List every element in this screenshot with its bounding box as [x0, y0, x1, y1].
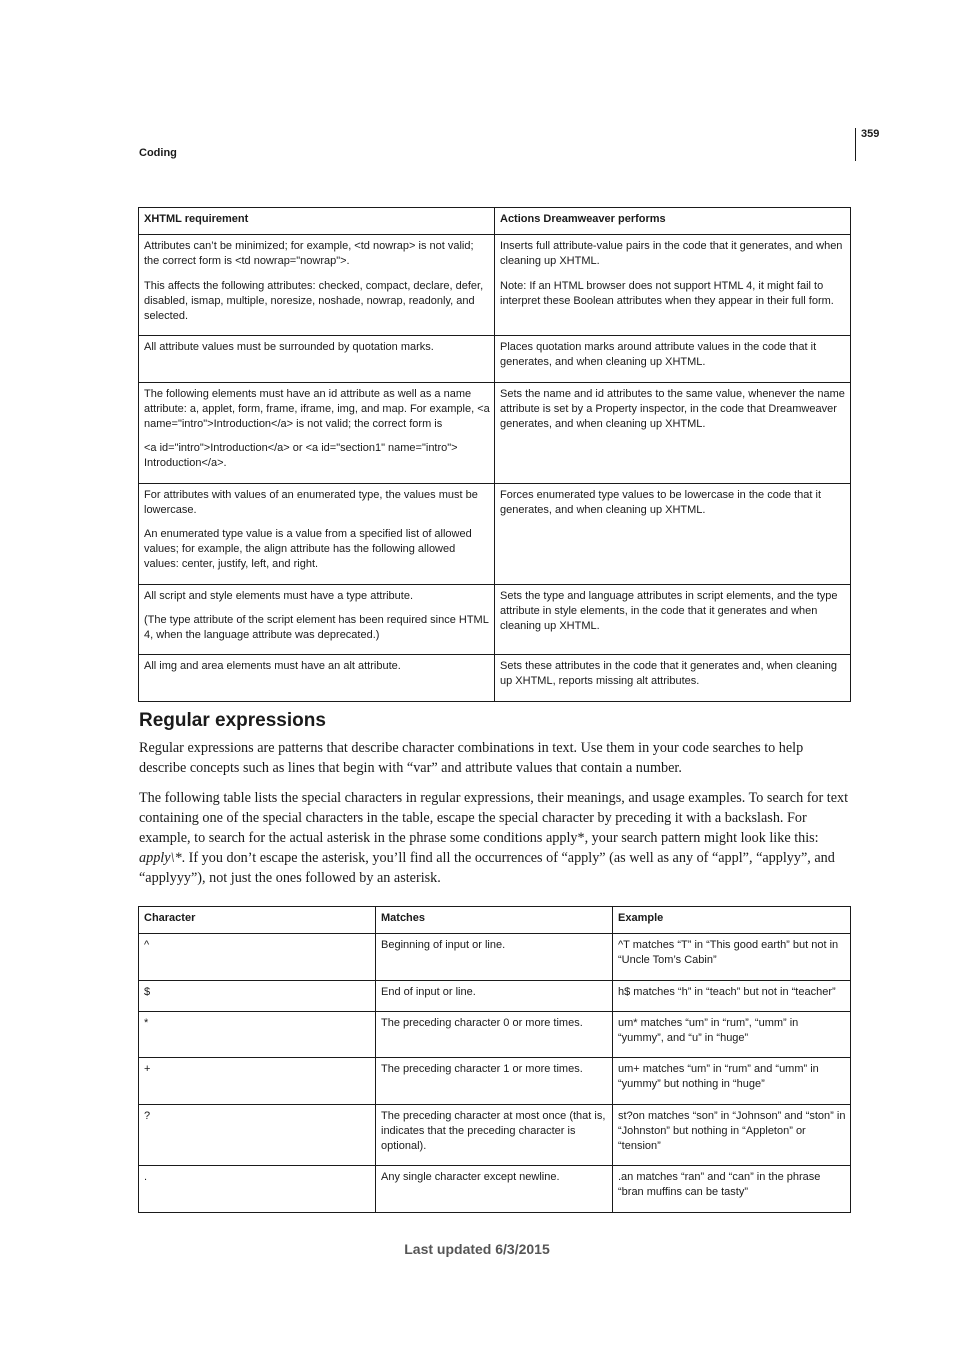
- matches-cell: Any single character except newline.: [376, 1166, 613, 1212]
- matches-cell: The preceding character 1 or more times.: [376, 1058, 613, 1104]
- cell-paragraph: An enumerated type value is a value from a specified list of allowed values; for example, the align attribute has the following allowed values: center, justify, left, and right.: [144, 528, 472, 571]
- table-row: [139, 1058, 851, 1104]
- action-cell: [495, 336, 851, 382]
- cell-paragraph: For attributes with values of an enumerated type, the values must be lowercase.: [144, 488, 478, 516]
- matches-cell: The preceding character at most once (that is, indicates that the preceding character is optional).: [376, 1104, 613, 1166]
- cell-paragraph: Attributes can’t be minimized; for example, <td nowrap> is not valid; the correct form is <td nowrap="nowrap">.: [144, 240, 474, 268]
- section-heading: Regular expressions: [139, 710, 326, 731]
- table-row: [139, 980, 851, 1011]
- footer-last-updated: Last updated 6/3/2015: [404, 1241, 550, 1257]
- intro-paragraph: Regular expressions are patterns that describe character combinations in text. Use them in your code searches to help describe concepts such as lines that begin with “var” and attribute values that contain a number.: [139, 740, 804, 776]
- table-header-row: [139, 907, 851, 934]
- character-cell: $: [139, 980, 376, 1011]
- table-row: [139, 483, 851, 584]
- table-row: [139, 934, 851, 980]
- character-cell: ?: [139, 1104, 376, 1166]
- matches-cell: Beginning of input or line.: [376, 934, 613, 980]
- cell-paragraph: All attribute values must be surrounded by quotation marks.: [144, 341, 434, 354]
- table-row: [139, 1166, 851, 1212]
- table-header-row: [139, 208, 851, 235]
- example-cell: um* matches “um” in “rum”, “umm” in “yummy”, and “u” in “huge”: [613, 1011, 851, 1057]
- character-cell: +: [139, 1058, 376, 1104]
- cell-paragraph: All img and area elements must have an alt attribute.: [144, 660, 401, 673]
- regex-special-characters-table: [138, 906, 851, 1213]
- requirement-cell: [139, 382, 495, 483]
- cell-paragraph: Sets the name and id attributes to the same value, whenever the name attribute is set by a Property inspector, in the code that Dreamweaver generates, and when cleaning up XHTML.: [500, 387, 845, 431]
- character-cell: *: [139, 1011, 376, 1057]
- table-row: [139, 655, 851, 701]
- inline-code-example: apply\*: [139, 850, 182, 866]
- requirement-cell: [139, 655, 495, 701]
- column-header-matches: Matches: [376, 907, 613, 934]
- action-cell: [495, 655, 851, 701]
- action-cell: [495, 483, 851, 584]
- requirement-cell: [139, 336, 495, 382]
- example-cell: um+ matches “um” in “rum” and “umm” in “yummy” but nothing in “huge”: [613, 1058, 851, 1104]
- table-row: [139, 1011, 851, 1057]
- column-header-character: Character: [139, 907, 376, 934]
- cell-paragraph: (The type attribute of the script element has been required since HTML 4, when the language attribute was deprecated.): [144, 613, 489, 642]
- example-cell: ^T matches “T” in “This good earth” but not in “Uncle Tom’s Cabin”: [613, 934, 851, 980]
- cell-paragraph: Sets these attributes in the code that it generates and, when cleaning up XHTML, reports missing alt attributes.: [500, 660, 837, 688]
- cell-paragraph: Forces enumerated type values to be lowercase in the code that it generates, and when cleaning up XHTML.: [500, 488, 822, 516]
- paragraph-text: The following table lists the special characters in regular expressions, their meanings, and usage examples. To search for text containing one of the special characters in the table, escape the special character by preceding it with a backslash. For example, to search for the actual asterisk in the phrase some conditions apply*, your search pattern might look like this:: [139, 790, 849, 846]
- requirement-cell: [139, 483, 495, 584]
- cell-paragraph: Inserts full attribute-value pairs in the code that it generates, and when cleaning up XHTML.: [500, 240, 843, 268]
- header-rule: [855, 128, 856, 161]
- table-description-paragraph: [139, 788, 851, 888]
- cell-paragraph: Sets the type and language attributes in script elements, and the type attribute in style elements, in the code that it generates and when cleaning up XHTML.: [500, 589, 838, 633]
- action-cell: [495, 382, 851, 483]
- column-header-action: Actions Dreamweaver performs: [495, 208, 851, 235]
- table-row: [139, 336, 851, 382]
- requirement-cell: [139, 584, 495, 655]
- cell-paragraph: <a id="intro">Introduction</a> or <a id="section1" name="intro"> Introduction</a>.: [144, 442, 458, 470]
- table-row: [139, 235, 851, 336]
- table-row: [139, 1104, 851, 1166]
- character-cell: .: [139, 1166, 376, 1212]
- example-cell: h$ matches “h” in “teach” but not in “teacher”: [613, 980, 851, 1011]
- table-row: [139, 382, 851, 483]
- column-header-requirement: XHTML requirement: [139, 208, 495, 235]
- cell-paragraph: All script and style elements must have a type attribute.: [144, 589, 414, 602]
- paragraph-text: . If you don’t escape the asterisk, you’ll find all the occurrences of “apply” (as well as any of “appl”, “applyy”, and “applyyy”), not just the ones followed by an asterisk.: [139, 850, 835, 886]
- cell-paragraph: Places quotation marks around attribute values in the code that it generates, and when cleaning up XHTML.: [500, 341, 817, 369]
- cell-paragraph: Note: If an HTML browser does not support HTML 4, it might fail to interpret these Boolean attributes when they appear in their full form.: [500, 279, 834, 307]
- running-head: Coding: [139, 147, 177, 159]
- action-cell: [495, 584, 851, 655]
- column-header-example: Example: [613, 907, 851, 934]
- page-number: 359: [861, 128, 880, 140]
- xhtml-requirements-table: [138, 207, 851, 702]
- cell-paragraph: The following elements must have an id attribute as well as a name attribute: a, applet, form, frame, iframe, img, and map. For example, <a name="intro">Introduction</a> is not valid; the correct form is: [144, 387, 490, 431]
- table-row: [139, 584, 851, 655]
- matches-cell: End of input or line.: [376, 980, 613, 1011]
- requirement-cell: [139, 235, 495, 336]
- cell-paragraph: This affects the following attributes: checked, compact, declare, defer, disabled, ismap, multiple, noresize, noshade, nowrap, readonly, and selected.: [144, 279, 484, 323]
- character-cell: ^: [139, 934, 376, 980]
- example-cell: st?on matches “son” in “Johnson” and “ston” in “Johnston” but nothing in “Appleton” or “tension”: [613, 1104, 851, 1166]
- example-cell: .an matches “ran” and “can” in the phrase “bran muffins can be tasty”: [613, 1166, 851, 1212]
- action-cell: [495, 235, 851, 336]
- matches-cell: The preceding character 0 or more times.: [376, 1011, 613, 1057]
